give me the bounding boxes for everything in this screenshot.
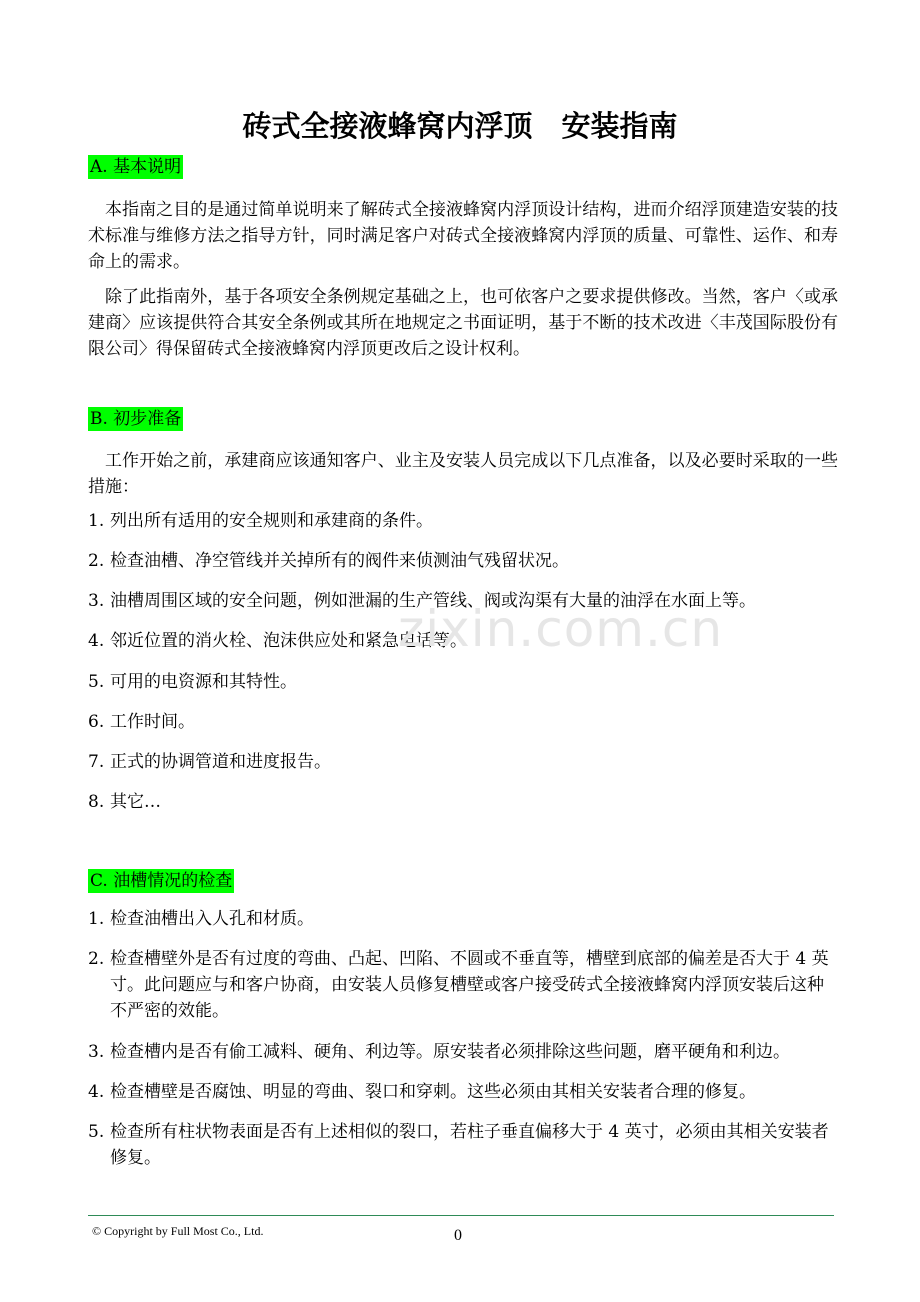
- list-text: 检查槽壁是否腐蚀、明显的弯曲、裂口和穿刺。这些必须由其相关安装者合理的修复。: [110, 1082, 756, 1102]
- list-text: 检查槽内是否有偷工减料、硬角、利边等。原安装者必须排除这些问题，磨平硬角和利边。: [110, 1042, 790, 1062]
- watermark: zixin.com.cn: [398, 600, 724, 658]
- list-text: 检查油槽出入人孔和材质。: [110, 909, 314, 929]
- list-item: [88, 548, 840, 574]
- page-number: 0: [454, 1227, 462, 1244]
- list-item: [88, 669, 840, 695]
- list-number: 3.: [88, 591, 105, 611]
- list-text: 列出所有适用的安全规则和承建商的条件。: [110, 511, 433, 531]
- section-b-heading: B. 初步准备: [90, 409, 182, 429]
- list-number: 2.: [88, 949, 105, 969]
- list-number: 1.: [88, 511, 105, 531]
- list-number: 2.: [88, 551, 105, 571]
- list-number: 3.: [88, 1042, 105, 1062]
- list-number: 1.: [88, 909, 105, 929]
- footer-copyright: © Copyright by Full Most Co., Ltd.: [92, 1224, 264, 1238]
- list-text: 检查所有柱状物表面是否有上述相似的裂口，若柱子垂直偏移大于 4 英寸，必须由其相关安装者修复。: [110, 1122, 829, 1168]
- list-text: 检查槽壁外是否有过度的弯曲、凸起、凹陷、不圆或不垂直等，槽壁到底部的偏差是否大于 4 英寸。此问题应与和客户协商，由安装人员修复槽壁或客户接受砖式全接液蜂窝内浮顶安装后这种不严密的效能。: [110, 949, 829, 1021]
- list-number: 8.: [88, 792, 105, 812]
- list-item: [88, 1119, 840, 1171]
- list-text: 邻近位置的消火栓、泡沫供应处和紧急电话等。: [110, 631, 467, 651]
- list-number: 5.: [88, 672, 105, 692]
- list-number: 4.: [88, 631, 105, 651]
- list-item: [88, 946, 840, 1024]
- list-text: 可用的电资源和其特性。: [110, 672, 297, 692]
- list-text: 油槽周围区域的安全问题，例如泄漏的生产管线、阀或沟渠有大量的油浮在水面上等。: [110, 591, 756, 611]
- list-item: [88, 1079, 840, 1105]
- list-item: [88, 508, 840, 534]
- list-item: [88, 906, 840, 932]
- list-item: [88, 588, 840, 614]
- section-a-heading: A. 基本说明: [90, 157, 182, 177]
- list-number: 4.: [88, 1082, 105, 1102]
- list-number: 5.: [88, 1122, 105, 1142]
- section-a-paragraph-2: 除了此指南外，基于各项安全条例规定基础之上，也可依客户之要求提供修改。当然，客户〈或承建商〉应该提供符合其安全条例或其所在地规定之书面证明，基于不断的技术改进〈丰茂国际股份有限公司〉得保留砖式全接液蜂窝内浮顶更改后之设计权利。: [88, 287, 838, 359]
- list-number: 7.: [88, 752, 105, 772]
- list-text: 正式的协调管道和进度报告。: [110, 752, 331, 772]
- list-text: 检查油槽、净空管线并关掉所有的阀件来侦测油气残留状况。: [110, 551, 569, 571]
- footer-divider: [88, 1215, 834, 1216]
- document-title: 砖式全接液蜂窝内浮顶 安装指南: [242, 109, 678, 143]
- list-number: 6.: [88, 712, 105, 732]
- section-b-intro: 工作开始之前，承建商应该通知客户、业主及安装人员完成以下几点准备，以及必要时采取的一些措施：: [88, 451, 838, 497]
- section-a-paragraph-1: 本指南之目的是通过简单说明来了解砖式全接液蜂窝内浮顶设计结构，进而介绍浮顶建造安装的技术标准与维修方法之指导方针，同时满足客户对砖式全接液蜂窝内浮顶的质量、可靠性、运作、和寿命上的需求。: [88, 200, 838, 272]
- list-text: 工作时间。: [110, 712, 195, 732]
- list-item: [88, 628, 840, 654]
- list-item: [88, 749, 840, 775]
- list-item: [88, 709, 840, 735]
- list-text: 其它…: [110, 792, 161, 812]
- section-c-heading: C. 油槽情况的检查: [90, 871, 233, 891]
- list-item: [88, 1039, 840, 1065]
- list-item: [88, 789, 840, 815]
